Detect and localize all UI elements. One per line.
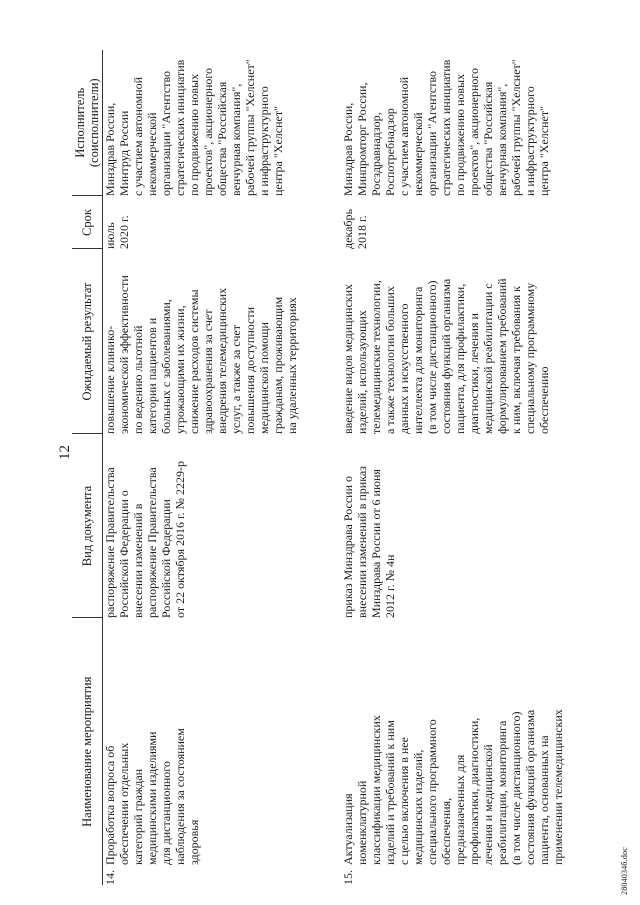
header-executor-line1: Исполнитель <box>73 87 87 158</box>
row-14-name-cell <box>103 618 341 885</box>
header-doc: Вид документа <box>72 434 103 618</box>
row-15-term: декабрь 2018 г. <box>340 209 369 249</box>
row-15-result: введение видов медицинских изделий, использующих телемедицинские технологии, а также технологии больших данных и искусственного интеллекта для мониторинга (в том числе дистанционного) состояния функций организма пациента, для профилактики, диагностики, лечения и медицинской реабилитации с формулированием требований к ним, включая требования к специальному программному обеспечению <box>340 278 551 434</box>
row-15-name: Актуализация номенклатурной классификации медицинских изделий и требований к ним с целью включения в нее медицинских изделий, специального программного обеспечения, предназначенных для профилактики, диагностики, лечения и медицинской реабилитации, мониторинга (в том числе дистанционного) состояния функций организма пациента, основанных на применении телемедицинских <box>340 709 565 865</box>
header-executor-line2: (соисполнители) <box>87 78 101 168</box>
row-14-executor: Минздрав России, Минтруд России с участием автономной некоммерческой организации "Агентство стратегических инициатив по продвижению новых проектов", акционерного общества "Российская венчурная компания", рабочей группы "Хелснет" и инфраструктурного центра "Хелснет" <box>103 59 285 196</box>
header-executor <box>72 50 103 196</box>
row-15-number: 15. <box>340 870 355 885</box>
footer-filename: 2804034б.doc <box>620 846 629 895</box>
table-row <box>341 50 565 885</box>
header-result: Ожидаемый результат <box>72 249 103 434</box>
table-row <box>103 50 341 885</box>
measures-table <box>72 50 565 885</box>
row-14-doc: распоряжение Правительства Российской Федерации о внесении изменений в распоряжение Правительства Российской Федерации от 22 октября 2016 г. № 2229-р <box>103 460 187 618</box>
row-15-executor: Минздрав России, Минпромторг России, Росздравнадзор, Роспотребнадзор с участием автономной некоммерческой организации "Агентство стратегических инициатив по продвижению новых проектов", акционерного общества "Российская венчурная компания", рабочей группы "Хелснет" и инфраструктурного центра "Хелснет" <box>340 59 551 196</box>
row-15-name-cell <box>341 618 565 885</box>
row-14-name: Проработка вопроса об обеспечении отдельных категорий граждан медицинскими изделиями для дистанционного наблюдения за состоянием здоровья <box>103 728 201 865</box>
page-number: 12 <box>57 445 73 460</box>
row-15-doc: приказ Минздрава России о внесении изменений в приказ Минздрава России от 6 июня 2012 г. № 4н <box>340 466 397 618</box>
row-14-number: 14. <box>103 870 117 885</box>
row-14-result: повышение клинико- экономической эффективности по ведению льготной категории пациентов и больных с заболеваниями, угрожающими их жизни, снижение расходов системы здравоохранения за счет внедрения телемедицинских услуг, а также за счет повышения доступности медицинской помощи гражданам, проживающим на удаленных территориях <box>103 275 299 434</box>
row-14-term: июль 2020 г. <box>103 215 131 249</box>
table-header-row <box>72 50 103 885</box>
header-name: Наименование мероприятия <box>72 618 103 885</box>
header-term: Срок <box>72 196 103 249</box>
